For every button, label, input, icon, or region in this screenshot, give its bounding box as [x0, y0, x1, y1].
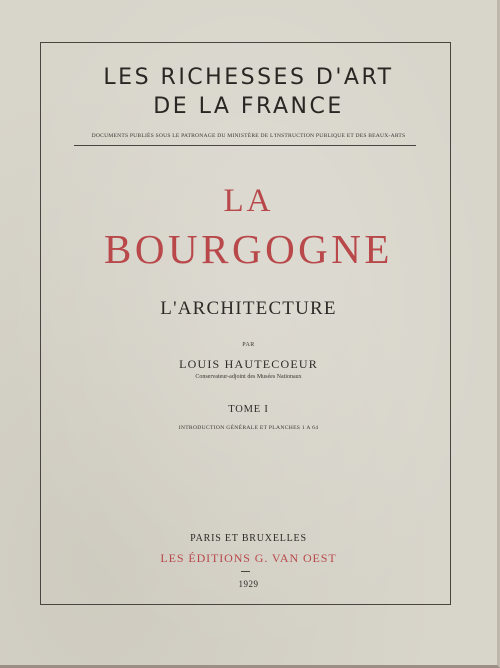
series-title-line1: LES RICHESSES D'ART — [103, 65, 394, 90]
cover-frame-border — [40, 42, 451, 605]
publication-year: 1929 — [238, 579, 259, 589]
author-name: LOUIS HAUTECOEUR — [179, 357, 318, 371]
by-label: PAR — [242, 342, 255, 348]
section-title: L'ARCHITECTURE — [160, 298, 337, 319]
series-subtitle: DOCUMENTS PUBLIÉS SOUS LE PATRONAGE DU MINISTÈRE DE L'INSTRUCTION PUBLIQUE ET DES BEAUX-ARTS — [91, 133, 406, 139]
publication-city: PARIS ET BRUXELLES — [190, 533, 307, 544]
volume-label: TOME I — [228, 404, 269, 415]
book-title: BOURGOGNE — [104, 226, 393, 272]
author-role: Conservateur-adjoint des Musées Nationaux — [195, 374, 302, 380]
title-article: LA — [223, 183, 274, 219]
year-dash — [241, 571, 250, 572]
volume-description: INTRODUCTION GÉNÉRALE ET PLANCHES 1 A 64 — [178, 425, 319, 431]
header-divider — [74, 145, 416, 146]
series-title-line2: DE LA FRANCE — [153, 94, 344, 119]
publisher-name: LES ÉDITIONS G. VAN OEST — [160, 551, 337, 565]
